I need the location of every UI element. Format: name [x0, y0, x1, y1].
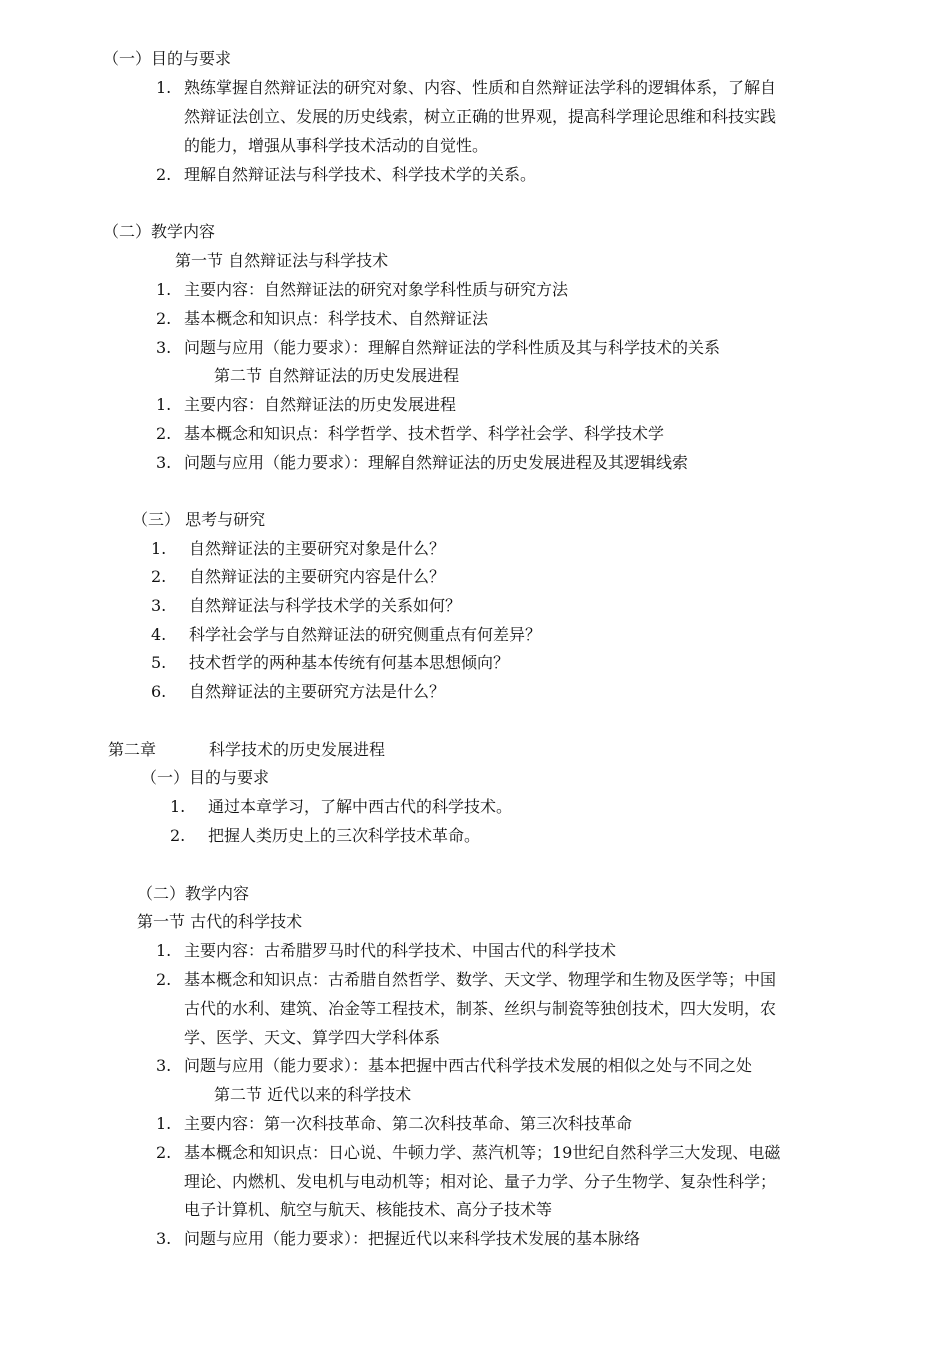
list-item-text: 主要内容：古希腊罗马时代的科学技术、中国古代的科学技术	[184, 941, 617, 960]
list-item-text: 把握人类历史上的三次科学技术革命。	[208, 826, 481, 845]
list-item-text: 古代的水利、建筑、冶金等工程技术，制茶、丝织与制瓷等独创技术，四大发明，农	[184, 999, 777, 1018]
list-item-text: 问题与应用（能力要求）：把握近代以来科学技术发展的基本脉络	[184, 1229, 641, 1248]
subsection-title: 第二节 自然辩证法的历史发展进程	[214, 366, 460, 385]
chapter-label: 第二章	[108, 740, 157, 759]
list-number: 2.	[156, 424, 172, 443]
list-item-text: 电子计算机、航空与航天、核能技术、高分子技术等	[184, 1200, 553, 1219]
list-item-text: 通过本章学习，了解中西古代的科学技术。	[208, 797, 513, 816]
list-item-text: 理解自然辩证法与科学技术、科学技术学的关系。	[184, 165, 537, 184]
question-item: 科学社会学与自然辩证法的研究侧重点有何差异？	[189, 625, 542, 644]
section-heading-goals: （一）目的与要求	[103, 49, 232, 68]
chapter-title: 科学技术的历史发展进程	[209, 740, 386, 759]
list-number: 3.	[156, 338, 172, 357]
list-item-text: 基本概念和知识点：科学技术、自然辩证法	[184, 309, 489, 328]
list-item-text: 问题与应用（能力要求）：基本把握中西古代科学技术发展的相似之处与不同之处	[184, 1056, 753, 1075]
list-item-text: 问题与应用（能力要求）：理解自然辩证法的学科性质及其与科学技术的关系	[184, 338, 721, 357]
list-number: 6.	[151, 682, 167, 701]
list-item-text: 主要内容：自然辩证法的历史发展进程	[184, 395, 457, 414]
list-number: 2.	[151, 567, 167, 586]
list-number: 1.	[156, 395, 172, 414]
list-item-text: 的能力，增强从事科学技术活动的自觉性。	[184, 136, 489, 155]
question-item: 自然辩证法的主要研究方法是什么？	[189, 682, 446, 701]
list-number: 2.	[156, 1143, 172, 1162]
list-number: 2.	[156, 309, 172, 328]
list-number: 1.	[156, 1114, 172, 1133]
list-number: 3.	[156, 453, 172, 472]
section-heading-content: （二）教学内容	[137, 884, 250, 903]
list-item-text: 主要内容：自然辩证法的研究对象学科性质与研究方法	[184, 280, 569, 299]
subsection-title: 第二节 近代以来的科学技术	[214, 1085, 412, 1104]
section-heading-goals: （一）目的与要求	[141, 768, 270, 787]
list-item-text: 理论、内燃机、发电机与电动机等；相对论、量子力学、分子生物学、复杂性科学；	[184, 1172, 777, 1191]
section-heading-content: （二）教学内容	[103, 222, 216, 241]
list-number: 3.	[156, 1056, 172, 1075]
list-number: 3.	[156, 1229, 172, 1248]
question-item: 自然辩证法的主要研究内容是什么？	[189, 567, 446, 586]
list-item-text: 主要内容：第一次科技革命、第二次科技革命、第三次科技革命	[184, 1114, 633, 1133]
list-number: 2.	[156, 970, 172, 989]
list-number: 5.	[151, 653, 167, 672]
section-heading-questions: （三） 思考与研究	[132, 510, 266, 529]
list-number: 1.	[156, 78, 172, 97]
list-number: 4.	[151, 625, 167, 644]
list-number: 1.	[156, 280, 172, 299]
list-number: 1.	[156, 941, 172, 960]
question-item: 自然辩证法的主要研究对象是什么？	[189, 539, 446, 558]
list-item-text: 基本概念和知识点：日心说、牛顿力学、蒸汽机等；19世纪自然科学三大发现、电磁	[184, 1143, 781, 1162]
list-number: 1.	[170, 797, 186, 816]
list-number: 2.	[170, 826, 186, 845]
list-item-text: 基本概念和知识点：科学哲学、技术哲学、科学社会学、科学技术学	[184, 424, 665, 443]
list-item-text: 学、医学、天文、算学四大学科体系	[184, 1028, 441, 1047]
subsection-title: 第一节 自然辩证法与科学技术	[175, 251, 389, 270]
list-number: 1.	[151, 539, 167, 558]
subsection-title: 第一节 古代的科学技术	[137, 912, 303, 931]
list-item-text: 问题与应用（能力要求）：理解自然辩证法的历史发展进程及其逻辑线索	[184, 453, 689, 472]
list-item-text: 然辩证法创立、发展的历史线索，树立正确的世界观，提高科学理论思维和科技实践	[184, 107, 777, 126]
question-item: 技术哲学的两种基本传统有何基本思想倾向？	[189, 653, 510, 672]
list-number: 2.	[156, 165, 172, 184]
question-item: 自然辩证法与科学技术学的关系如何？	[189, 596, 462, 615]
list-item-text: 基本概念和知识点：古希腊自然哲学、数学、天文学、物理学和生物及医学等；中国	[184, 970, 777, 989]
list-number: 3.	[151, 596, 167, 615]
list-item-text: 熟练掌握自然辩证法的研究对象、内容、性质和自然辩证法学科的逻辑体系，了解自	[184, 78, 777, 97]
